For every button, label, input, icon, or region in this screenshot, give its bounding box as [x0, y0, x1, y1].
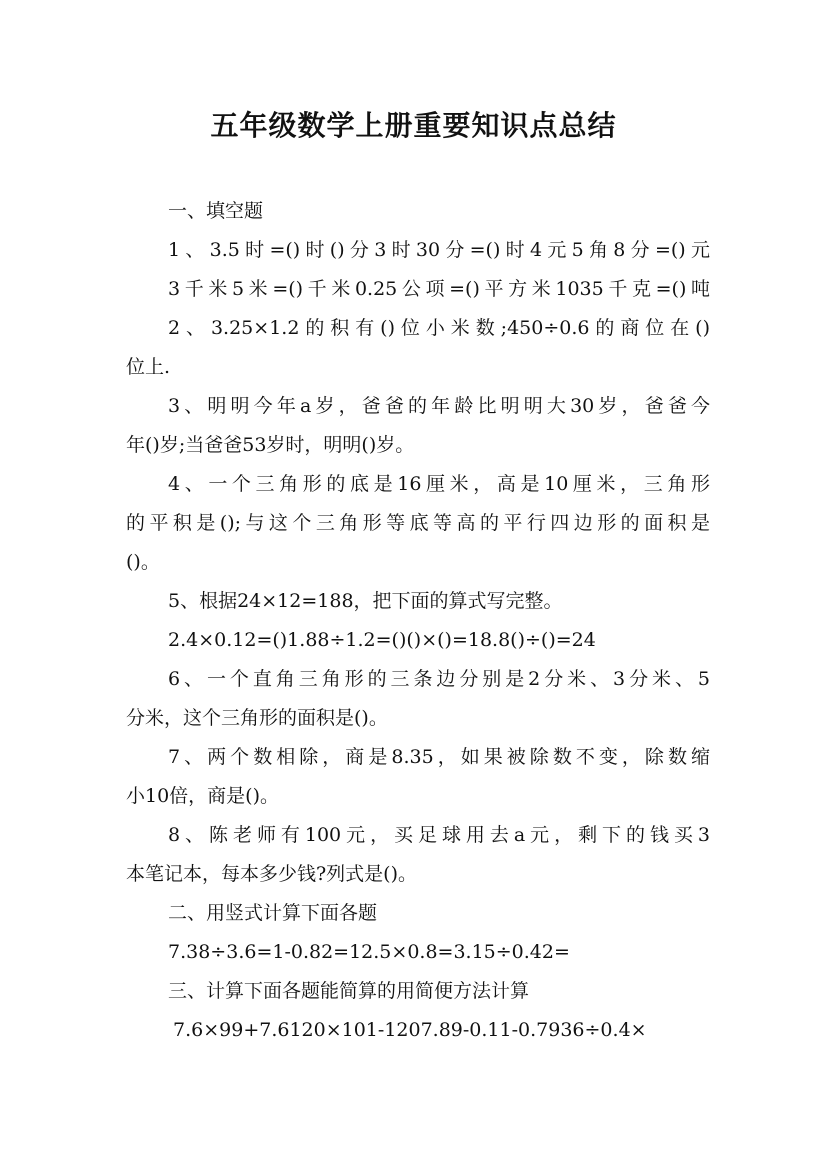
question-4-line-2: 的平积是();与这个三角形等底等高的平行四边形的面积是 [126, 512, 710, 534]
question-6-line-2: 分米，这个三角形的面积是()。 [126, 707, 388, 729]
question-6-line-1: 6、一个直角三角形的三条边分别是2分米、3分米、5 [168, 668, 710, 690]
question-3-line-1: 3、明明今年a岁，爸爸的年龄比明明大30岁，爸爸今 [168, 395, 710, 417]
question-1-line-1: 1、3.5时=()时()分3时30分=()时4元5角8分=()元 [168, 239, 710, 261]
question-5-line-1: 5、根据24×12=188，把下面的算式写完整。 [168, 590, 563, 612]
question-2-line-2: 位上. [126, 356, 171, 378]
document-title: 五年级数学上册重要知识点总结 [210, 109, 617, 142]
question-4-line-3: ()。 [126, 551, 160, 573]
question-1-line-2: 3千米5米=()千米0.25公项=()平方米1035千克=()吨 [168, 278, 710, 300]
document-body [126, 192, 710, 1050]
question-3-line-2: 年()岁;当爸爸53岁时，明明()岁。 [126, 434, 415, 456]
question-5-line-2: 2.4×0.12=()1.88÷1.2=()()×()=18.8()÷()=24 [168, 629, 596, 651]
section-heading-fill-in-blank: 一、填空题 [168, 200, 264, 222]
section-heading-vertical-calculation: 二、用竖式计算下面各题 [168, 902, 378, 924]
vertical-calculation-expressions: 7.38÷3.6=1-0.82=12.5×0.8=3.15÷0.42= [168, 941, 570, 963]
question-4-line-1: 4、一个三角形的底是16厘米，高是10厘米，三角形 [168, 473, 710, 495]
question-8-line-1: 8、陈老师有100元，买足球用去a元，剩下的钱买3 [168, 824, 710, 846]
question-2-line-1: 2、3.25×1.2的积有()位小米数;450÷0.6的商位在() [168, 317, 710, 339]
simplified-calculation-expressions: 7.6×99+7.6120×101-1207.89-0.11-0.7936÷0.4× [173, 1019, 647, 1041]
question-7-line-1: 7、两个数相除，商是8.35，如果被除数不变，除数缩 [168, 746, 710, 768]
question-8-line-2: 本笔记本，每本多少钱?列式是()。 [126, 863, 418, 885]
question-7-line-2: 小10倍，商是()。 [126, 785, 280, 807]
section-heading-simplified-calculation: 三、计算下面各题能简算的用简便方法计算 [168, 980, 530, 1002]
